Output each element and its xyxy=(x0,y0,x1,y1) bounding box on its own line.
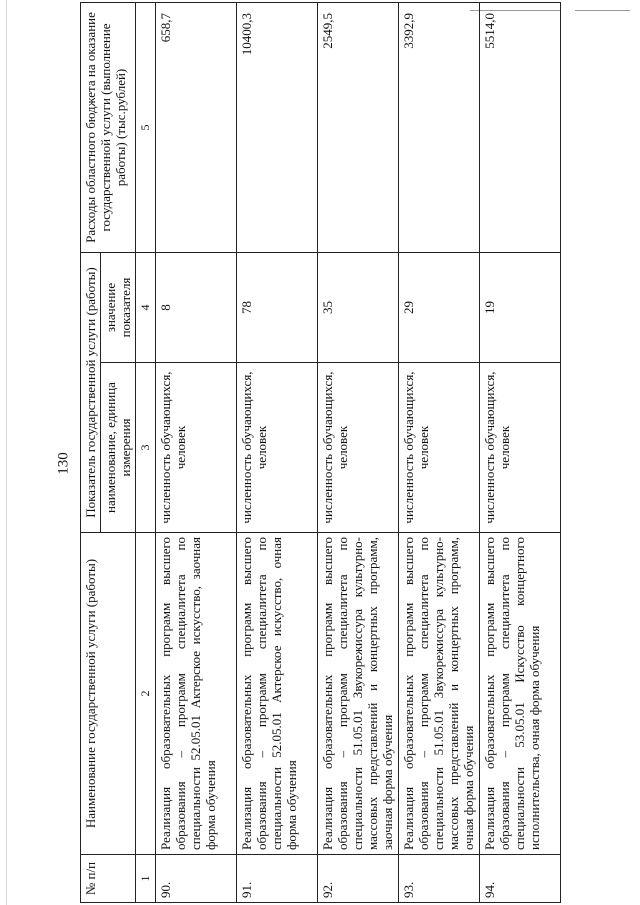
unit-cell: численность обучающихся, человек xyxy=(237,363,318,533)
value-cell: 35 xyxy=(318,252,399,362)
table-row xyxy=(318,2,399,902)
table-row xyxy=(237,2,318,902)
expenses-cell: 10400,3 xyxy=(237,2,318,252)
expenses-cell: 5514,0 xyxy=(480,2,561,252)
service-name-cell: Реализация образовательных программ высшего образования – программ специалитета по специальности 51.05.01 Звукорежиссура культурно-массовых представлений и концертных программ, заочная форма обучения xyxy=(318,533,399,855)
scan-edge-line xyxy=(6,0,7,905)
column-number: 5 xyxy=(136,2,156,252)
value-cell: 29 xyxy=(399,252,480,362)
unit-cell: численность обучающихся, человек xyxy=(156,363,237,533)
table-row xyxy=(156,2,237,902)
header-num: № п/п xyxy=(81,855,136,903)
service-name-cell: Реализация образовательных программ высшего образования – программ специалитета по специальности 52.05.01 Актерское искусство, очная форма обучения xyxy=(237,533,318,855)
row-number: 91. xyxy=(237,855,318,903)
table-row xyxy=(399,2,480,902)
row-number: 90. xyxy=(156,855,237,903)
row-number: 92. xyxy=(318,855,399,903)
service-name-cell: Реализация образовательных программ высшего образования – программ специалитета по специальности 53.05.01 Искусство концертного исполнительства, очная форма обучения xyxy=(480,533,561,855)
value-cell: 78 xyxy=(237,252,318,362)
unit-cell: численность обучающихся, человек xyxy=(480,363,561,533)
expenses-cell: 658,7 xyxy=(156,2,237,252)
table-sheet xyxy=(80,3,640,903)
page-number: 130 xyxy=(55,452,72,475)
unit-cell: численность обучающихся, человек xyxy=(318,363,399,533)
header-unit: наименование, единица измерения xyxy=(101,363,136,533)
value-cell: 8 xyxy=(156,252,237,362)
column-number: 1 xyxy=(136,855,156,903)
column-number: 4 xyxy=(136,252,156,362)
expenses-cell: 2549,5 xyxy=(318,2,399,252)
header-expenses: Расходы областного бюджета на оказание государственной услуги (выполнение работы) (тыс.рублей) xyxy=(81,2,136,252)
expenses-cell: 3392,9 xyxy=(399,2,480,252)
column-number: 2 xyxy=(136,533,156,855)
service-name-cell: Реализация образовательных программ высшего образования – программ специалитета по специальности 51.05.01 Звукорежиссура культурно-массовых представлений и концертных программ, очная форма обучения xyxy=(399,533,480,855)
row-number: 94. xyxy=(480,855,561,903)
table-row xyxy=(480,2,561,902)
service-name-cell: Реализация образовательных программ высшего образования – программ специалитета по специальности 52.05.01 Актерское искусство, заочная форма обучения xyxy=(156,533,237,855)
header-indicator: Показатель государственной услуги (работы) xyxy=(81,252,101,532)
value-cell: 19 xyxy=(480,252,561,362)
column-number: 3 xyxy=(136,363,156,533)
header-service-name: Наименование государственной услуги (работы) xyxy=(81,533,136,855)
services-table xyxy=(80,2,561,903)
row-number: 93. xyxy=(399,855,480,903)
header-value: значение показателя xyxy=(101,252,136,362)
unit-cell: численность обучающихся, человек xyxy=(399,363,480,533)
rotated-page xyxy=(80,3,640,903)
